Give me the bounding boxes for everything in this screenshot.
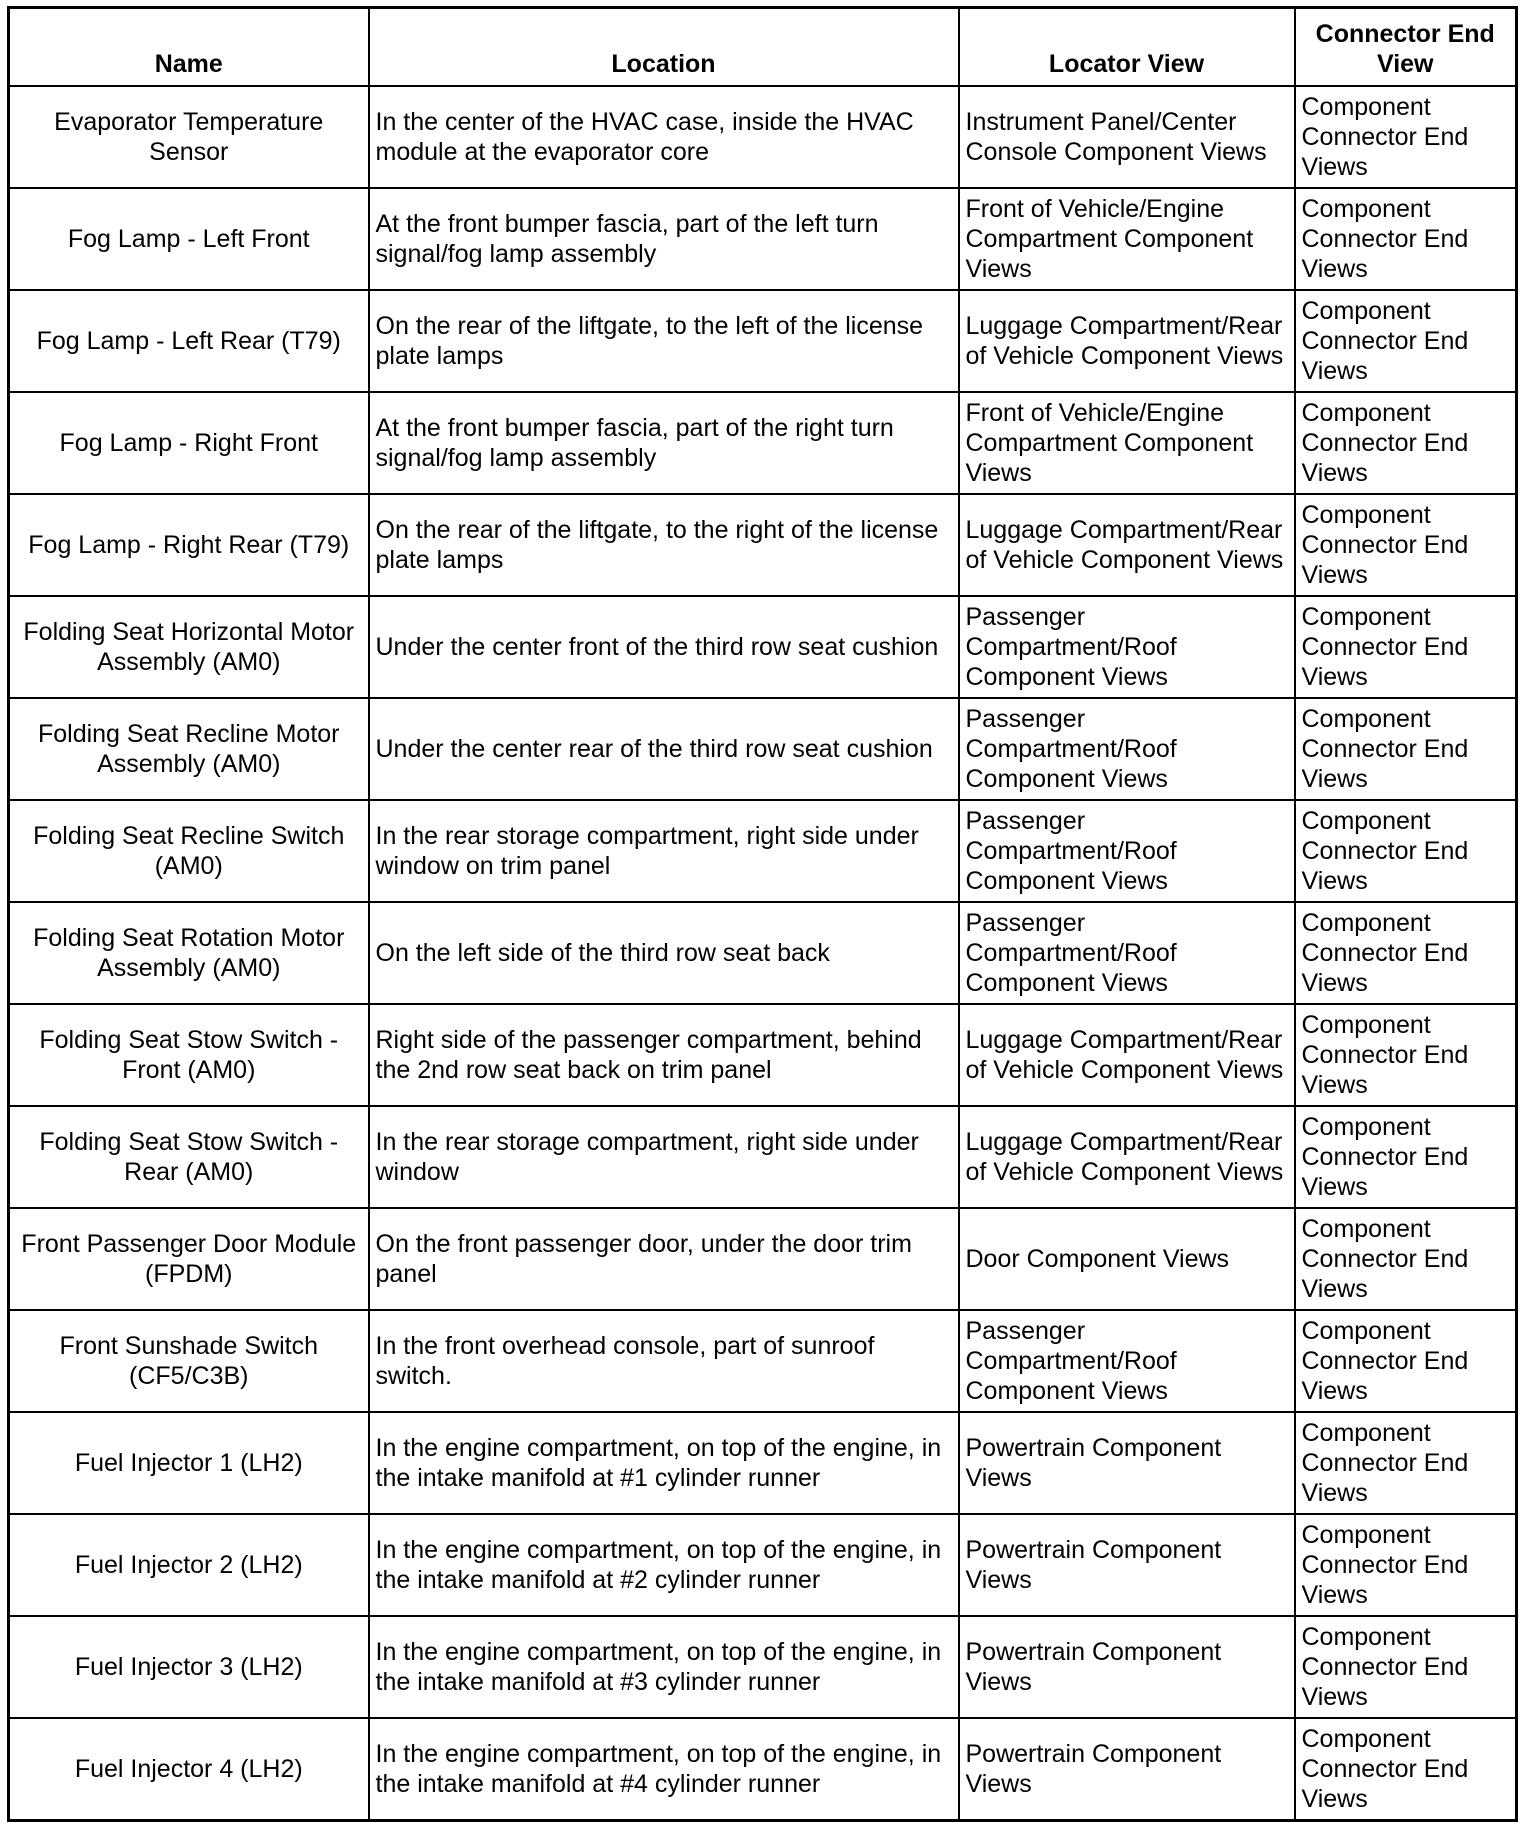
cell-connector-end-view: Component Connector End Views	[1295, 1412, 1517, 1514]
cell-name: Fog Lamp - Right Rear (T79)	[9, 494, 369, 596]
table-row	[9, 596, 1517, 698]
cell-location: Right side of the passenger compartment, behind the 2nd row seat back on trim panel	[369, 1004, 959, 1106]
cell-location: In the front overhead console, part of sunroof switch.	[369, 1310, 959, 1412]
cell-connector-end-view: Component Connector End Views	[1295, 494, 1517, 596]
cell-locator-view: Passenger Compartment/Roof Component Views	[959, 902, 1295, 1004]
cell-locator-view: Luggage Compartment/Rear of Vehicle Component Views	[959, 1106, 1295, 1208]
table-row	[9, 1208, 1517, 1310]
cell-location: In the rear storage compartment, right side under window on trim panel	[369, 800, 959, 902]
cell-name: Fog Lamp - Right Front	[9, 392, 369, 494]
cell-connector-end-view: Component Connector End Views	[1295, 698, 1517, 800]
table-row	[9, 1718, 1517, 1820]
cell-connector-end-view: Component Connector End Views	[1295, 392, 1517, 494]
cell-name: Fuel Injector 4 (LH2)	[9, 1718, 369, 1820]
cell-name: Folding Seat Stow Switch - Rear (AM0)	[9, 1106, 369, 1208]
cell-connector-end-view: Component Connector End Views	[1295, 596, 1517, 698]
cell-locator-view: Passenger Compartment/Roof Component Views	[959, 596, 1295, 698]
cell-name: Fuel Injector 3 (LH2)	[9, 1616, 369, 1718]
cell-location: Under the center front of the third row seat cushion	[369, 596, 959, 698]
cell-connector-end-view: Component Connector End Views	[1295, 1616, 1517, 1718]
cell-locator-view: Passenger Compartment/Roof Component Views	[959, 698, 1295, 800]
cell-connector-end-view: Component Connector End Views	[1295, 1514, 1517, 1616]
table-row	[9, 1004, 1517, 1106]
cell-locator-view: Powertrain Component Views	[959, 1616, 1295, 1718]
cell-connector-end-view: Component Connector End Views	[1295, 902, 1517, 1004]
cell-locator-view: Luggage Compartment/Rear of Vehicle Component Views	[959, 494, 1295, 596]
cell-locator-view: Powertrain Component Views	[959, 1718, 1295, 1820]
cell-location: On the left side of the third row seat back	[369, 902, 959, 1004]
cell-name: Evaporator Temperature Sensor	[9, 86, 369, 188]
cell-name: Folding Seat Horizontal Motor Assembly (AM0)	[9, 596, 369, 698]
cell-connector-end-view: Component Connector End Views	[1295, 1208, 1517, 1310]
table-row	[9, 1616, 1517, 1718]
table-row	[9, 1106, 1517, 1208]
table-row	[9, 698, 1517, 800]
cell-location: In the rear storage compartment, right side under window	[369, 1106, 959, 1208]
cell-location: On the front passenger door, under the door trim panel	[369, 1208, 959, 1310]
header-connector-end-view: Connector End View	[1295, 8, 1517, 87]
cell-location: In the engine compartment, on top of the engine, in the intake manifold at #2 cylinder runner	[369, 1514, 959, 1616]
table-header	[9, 8, 1517, 87]
cell-name: Fuel Injector 1 (LH2)	[9, 1412, 369, 1514]
cell-location: At the front bumper fascia, part of the right turn signal/fog lamp assembly	[369, 392, 959, 494]
cell-locator-view: Powertrain Component Views	[959, 1412, 1295, 1514]
table-row	[9, 1412, 1517, 1514]
cell-name: Fuel Injector 2 (LH2)	[9, 1514, 369, 1616]
header-locator-view: Locator View	[959, 8, 1295, 87]
cell-connector-end-view: Component Connector End Views	[1295, 86, 1517, 188]
table-row	[9, 86, 1517, 188]
cell-name: Front Passenger Door Module (FPDM)	[9, 1208, 369, 1310]
cell-name: Front Sunshade Switch (CF5/C3B)	[9, 1310, 369, 1412]
cell-locator-view: Front of Vehicle/Engine Compartment Component Views	[959, 188, 1295, 290]
cell-location: Under the center rear of the third row seat cushion	[369, 698, 959, 800]
cell-name: Folding Seat Recline Switch (AM0)	[9, 800, 369, 902]
cell-connector-end-view: Component Connector End Views	[1295, 290, 1517, 392]
cell-location: In the center of the HVAC case, inside the HVAC module at the evaporator core	[369, 86, 959, 188]
cell-location: In the engine compartment, on top of the engine, in the intake manifold at #3 cylinder runner	[369, 1616, 959, 1718]
cell-locator-view: Passenger Compartment/Roof Component Views	[959, 1310, 1295, 1412]
table-row	[9, 494, 1517, 596]
cell-name: Fog Lamp - Left Front	[9, 188, 369, 290]
table-row	[9, 188, 1517, 290]
cell-connector-end-view: Component Connector End Views	[1295, 188, 1517, 290]
cell-name: Fog Lamp - Left Rear (T79)	[9, 290, 369, 392]
cell-connector-end-view: Component Connector End Views	[1295, 1310, 1517, 1412]
cell-locator-view: Luggage Compartment/Rear of Vehicle Component Views	[959, 290, 1295, 392]
component-locator-table-wrapper	[7, 6, 1515, 1820]
cell-locator-view: Luggage Compartment/Rear of Vehicle Component Views	[959, 1004, 1295, 1106]
cell-locator-view: Door Component Views	[959, 1208, 1295, 1310]
table-row	[9, 902, 1517, 1004]
cell-name: Folding Seat Stow Switch - Front (AM0)	[9, 1004, 369, 1106]
header-name: Name	[9, 8, 369, 87]
cell-connector-end-view: Component Connector End Views	[1295, 1106, 1517, 1208]
cell-location: In the engine compartment, on top of the engine, in the intake manifold at #4 cylinder runner	[369, 1718, 959, 1820]
cell-locator-view: Instrument Panel/Center Console Component Views	[959, 86, 1295, 188]
table-row	[9, 800, 1517, 902]
cell-name: Folding Seat Rotation Motor Assembly (AM0)	[9, 902, 369, 1004]
cell-connector-end-view: Component Connector End Views	[1295, 1004, 1517, 1106]
table-row	[9, 1310, 1517, 1412]
cell-connector-end-view: Component Connector End Views	[1295, 1718, 1517, 1820]
cell-locator-view: Powertrain Component Views	[959, 1514, 1295, 1616]
cell-location: At the front bumper fascia, part of the left turn signal/fog lamp assembly	[369, 188, 959, 290]
cell-location: In the engine compartment, on top of the engine, in the intake manifold at #1 cylinder runner	[369, 1412, 959, 1514]
cell-locator-view: Front of Vehicle/Engine Compartment Component Views	[959, 392, 1295, 494]
component-locator-table	[7, 6, 1518, 1822]
cell-locator-view: Passenger Compartment/Roof Component Views	[959, 800, 1295, 902]
header-row	[9, 8, 1517, 87]
table-row	[9, 1514, 1517, 1616]
table-row	[9, 392, 1517, 494]
cell-name: Folding Seat Recline Motor Assembly (AM0)	[9, 698, 369, 800]
cell-location: On the rear of the liftgate, to the left of the license plate lamps	[369, 290, 959, 392]
cell-location: On the rear of the liftgate, to the right of the license plate lamps	[369, 494, 959, 596]
header-location: Location	[369, 8, 959, 87]
cell-connector-end-view: Component Connector End Views	[1295, 800, 1517, 902]
table-body	[9, 86, 1517, 1820]
table-row	[9, 290, 1517, 392]
